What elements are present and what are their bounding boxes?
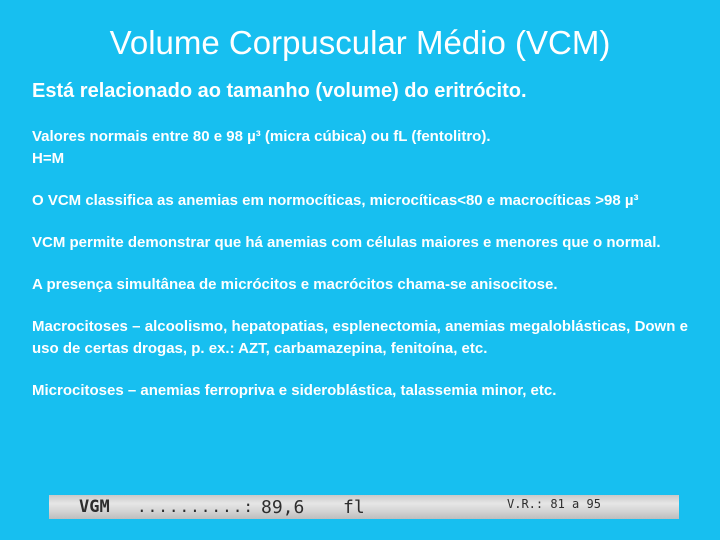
- lab-result-strip: [49, 495, 679, 519]
- macrocytoses-text: Macrocitoses – alcoolismo, hepatopatias, esplenectomia, anemias megaloblásticas, Down e uso de certas drogas, p. ex.: AZT, carbamazepina, fenitoína, etc.: [32, 318, 688, 357]
- slide-subtitle: Está relacionado ao tamanho (volume) do eritrócito.: [32, 80, 527, 102]
- sex-equality-text: H=M: [32, 150, 65, 167]
- demonstration-text: VCM permite demonstrar que há anemias com células maiores e menores que o normal.: [32, 234, 661, 251]
- microcytoses-text: Microcitoses – anemias ferropriva e sideroblástica, talassemia minor, etc.: [32, 382, 557, 399]
- lab-result-leader-dots: ..........:: [137, 497, 254, 516]
- normal-values-text: Valores normais entre 80 e 98 µ³ (micra cúbica) ou fL (fentolitro).: [32, 128, 491, 145]
- lab-result-label: VGM: [79, 497, 110, 517]
- lab-result-reference: V.R.: 81 a 95: [507, 497, 601, 511]
- anisocytosis-text: A presença simultânea de micrócitos e macrócitos chama-se anisocitose.: [32, 276, 558, 293]
- slide-title: Volume Corpuscular Médio (VCM): [109, 24, 611, 61]
- lab-result-unit: fl: [343, 497, 365, 518]
- classification-text: O VCM classifica as anemias em normocíticas, microcíticas<80 e macrocíticas >98 µ³: [32, 192, 639, 209]
- lab-result-value: 89,6: [261, 497, 305, 518]
- slide-body: [32, 126, 688, 422]
